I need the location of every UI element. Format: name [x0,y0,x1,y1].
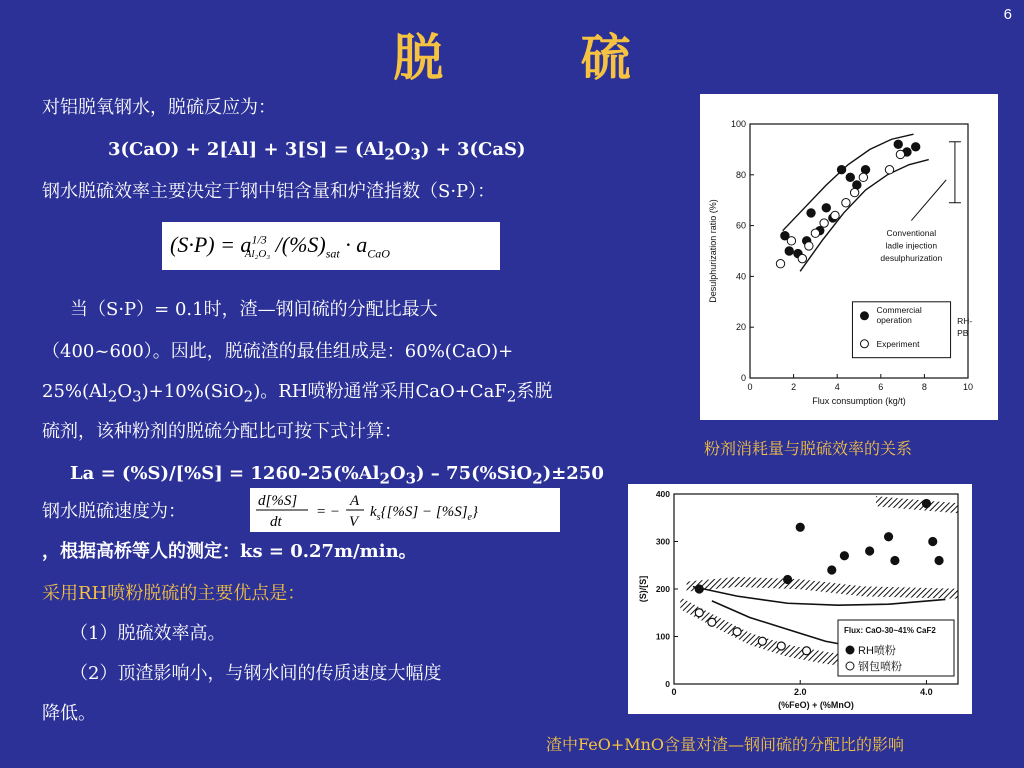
legend-commercial-2: operation [876,314,912,325]
x-tick-label: 0 [747,382,753,392]
point-rh [866,547,874,555]
point-experiment [798,254,806,262]
rate-formula [250,488,560,532]
point-rh [891,557,899,565]
x-tick-label: 2.0 [793,687,807,697]
point-rh [695,585,703,593]
svg-text:d[%S]: d[%S] [258,493,298,509]
rate-label: 钢水脱硫速度为： [42,501,186,522]
legend-commercial-1: Commercial [876,304,922,315]
point-experiment [850,188,858,196]
paragraph-line-1: 当（S·P）= 0.1时，渣—钢间硫的分配比最大 [70,299,438,320]
point-experiment [885,166,893,174]
annotation-arrow [911,180,946,221]
svg-text:A: A [350,493,360,509]
y-tick-label: 0 [740,373,746,383]
point-rh [922,500,930,508]
annotation-line-1: Conventional [886,227,937,238]
slide-number: 6 [1003,6,1012,23]
sp-formula: $(S\cdot P) = a^{1/3}_{Al_2O_3}$ $/(\%S)_{sat} \cdot a_{CaO}$ [162,222,500,270]
lower-band [680,597,863,668]
y-tick-label: 80 [735,169,746,180]
point-ladle [708,618,716,626]
top-band [876,496,958,513]
legend-open-marker [860,340,868,348]
efficiency-text: 钢水脱硫效率主要决定于钢中铝含量和炉渣指数（S·P）： [42,181,496,202]
point-commercial [822,204,830,212]
point-experiment [896,150,904,158]
annotation-line-3: desulphurization [880,253,943,264]
y-tick-label: 100 [730,119,746,129]
legend-ladle-label: 钢包喷粉 [858,661,902,673]
paragraph-line-4: 硫剂，该种粉剂的脱硫分配比可按下式计算： [42,421,402,442]
point-rh [929,538,937,546]
point-rh [885,533,893,541]
y-tick-label: 200 [655,584,670,594]
point-rh [796,523,804,531]
advantages-heading: 采用RH喷粉脱硫的主要优点是： [42,583,306,604]
point-experiment [787,237,795,245]
y-tick-label: 400 [655,489,670,499]
annotation-line-2: ladle injection [885,240,938,251]
x-tick-label: 6 [878,382,884,392]
point-commercial [853,181,861,189]
point-experiment [805,242,813,250]
chart2-caption: 渣中FeO+MnO含量对渣—钢间硫的分配比的影响 [546,735,905,754]
legend-rh-label: RH喷粉 [858,645,896,657]
x-tick-label: 8 [921,382,927,392]
y-axis-label: (S)/[S] [638,575,648,603]
y-tick-label: 40 [735,271,746,282]
x-axis-label: Flux consumption (kg/t) [812,396,906,406]
advantage-2-line-2: 降低。 [42,703,96,724]
point-rh [935,557,943,565]
point-rh [828,566,836,574]
point-commercial [894,140,902,148]
x-tick-label: 0 [671,687,677,697]
point-ladle [803,647,811,655]
point-experiment [831,211,839,219]
la-formula: $La = (\%S)/[\%S] = 1260-25(\%Al_2O_3) - 75(\%SiO_2)\pm 250$ [70,463,604,488]
advantage-1: （1）脱硫效率高。 [70,623,226,644]
advantage-2-line-1: （2）顶渣影响小，与钢水间的传质速度大幅度 [70,663,442,684]
y-tick-label: 100 [655,631,670,642]
legend-group-2: PB [957,327,969,338]
intro-text: 对铝脱氧钢水，脱硫反应为： [42,97,276,118]
x-axis-label: (%FeO) + (%MnO) [778,700,854,710]
x-tick-label: 4 [834,382,840,392]
y-axis-label: Desulphurization ratio (%) [708,199,718,303]
y-tick-label: 0 [665,679,670,689]
legend-ladle-marker [846,662,854,670]
point-commercial [785,247,793,255]
svg-text:V: V [349,514,359,530]
x-tick-label: 2 [791,382,797,392]
legend-title: Flux: CaO-30~41% CaF2 [844,626,936,635]
point-ladle [695,609,703,617]
legend-filled-marker [860,312,868,320]
point-experiment [859,173,867,181]
paragraph-line-3: $25\%(Al_2O_3)+10\%(SiO_2)$。RH喷粉通常采用CaO+CaF$_2$系脱 [42,381,553,406]
y-tick-label: 300 [655,536,670,547]
point-commercial [846,173,854,181]
chart1-caption: 粉剂消耗量与脱硫效率的关系 [704,439,913,458]
point-ladle [733,628,741,636]
svg-text:= −: = − [316,504,340,520]
x-tick-label: 10 [962,382,974,392]
point-rh [840,552,848,560]
point-ladle [777,642,785,650]
ks-text: ，根据高桥等人的测定：ks = 0.27m/min。 [42,541,417,562]
point-commercial [911,143,919,151]
paragraph-line-2: （400~600）。因此，脱硫渣的最佳组成是：60%(CaO)+ [42,341,514,362]
point-experiment [842,199,850,207]
point-commercial [861,166,869,174]
x-tick-label: 4.0 [920,687,933,697]
legend-group-1: RH- [957,315,973,326]
point-experiment [820,219,828,227]
upper-envelope [783,134,914,231]
slide-title: 脱 硫 [393,29,691,87]
point-experiment [811,229,819,237]
chart-flux-vs-desulphurization [700,94,998,420]
svg-text:dt: dt [270,514,282,530]
y-tick-label: 60 [735,220,746,231]
upper-band [687,577,958,599]
svg-text:ks{[%S] − [%S]e}: $k_s\{[\%S] - [\%S]_e\}$ [370,504,478,523]
point-rh [784,576,792,584]
point-commercial [837,166,845,174]
chart-feo-mno-vs-partition [628,484,972,714]
point-experiment [776,260,784,268]
legend-rh-marker [846,646,854,654]
point-commercial [807,209,815,217]
legend-experiment: Experiment [876,338,920,349]
reaction-equation: $3(CaO) + 2[Al] + 3[S] = (Al_2O_3) + 3(CaS)$ [108,139,526,164]
y-tick-label: 20 [735,322,746,333]
point-ladle [758,637,766,645]
